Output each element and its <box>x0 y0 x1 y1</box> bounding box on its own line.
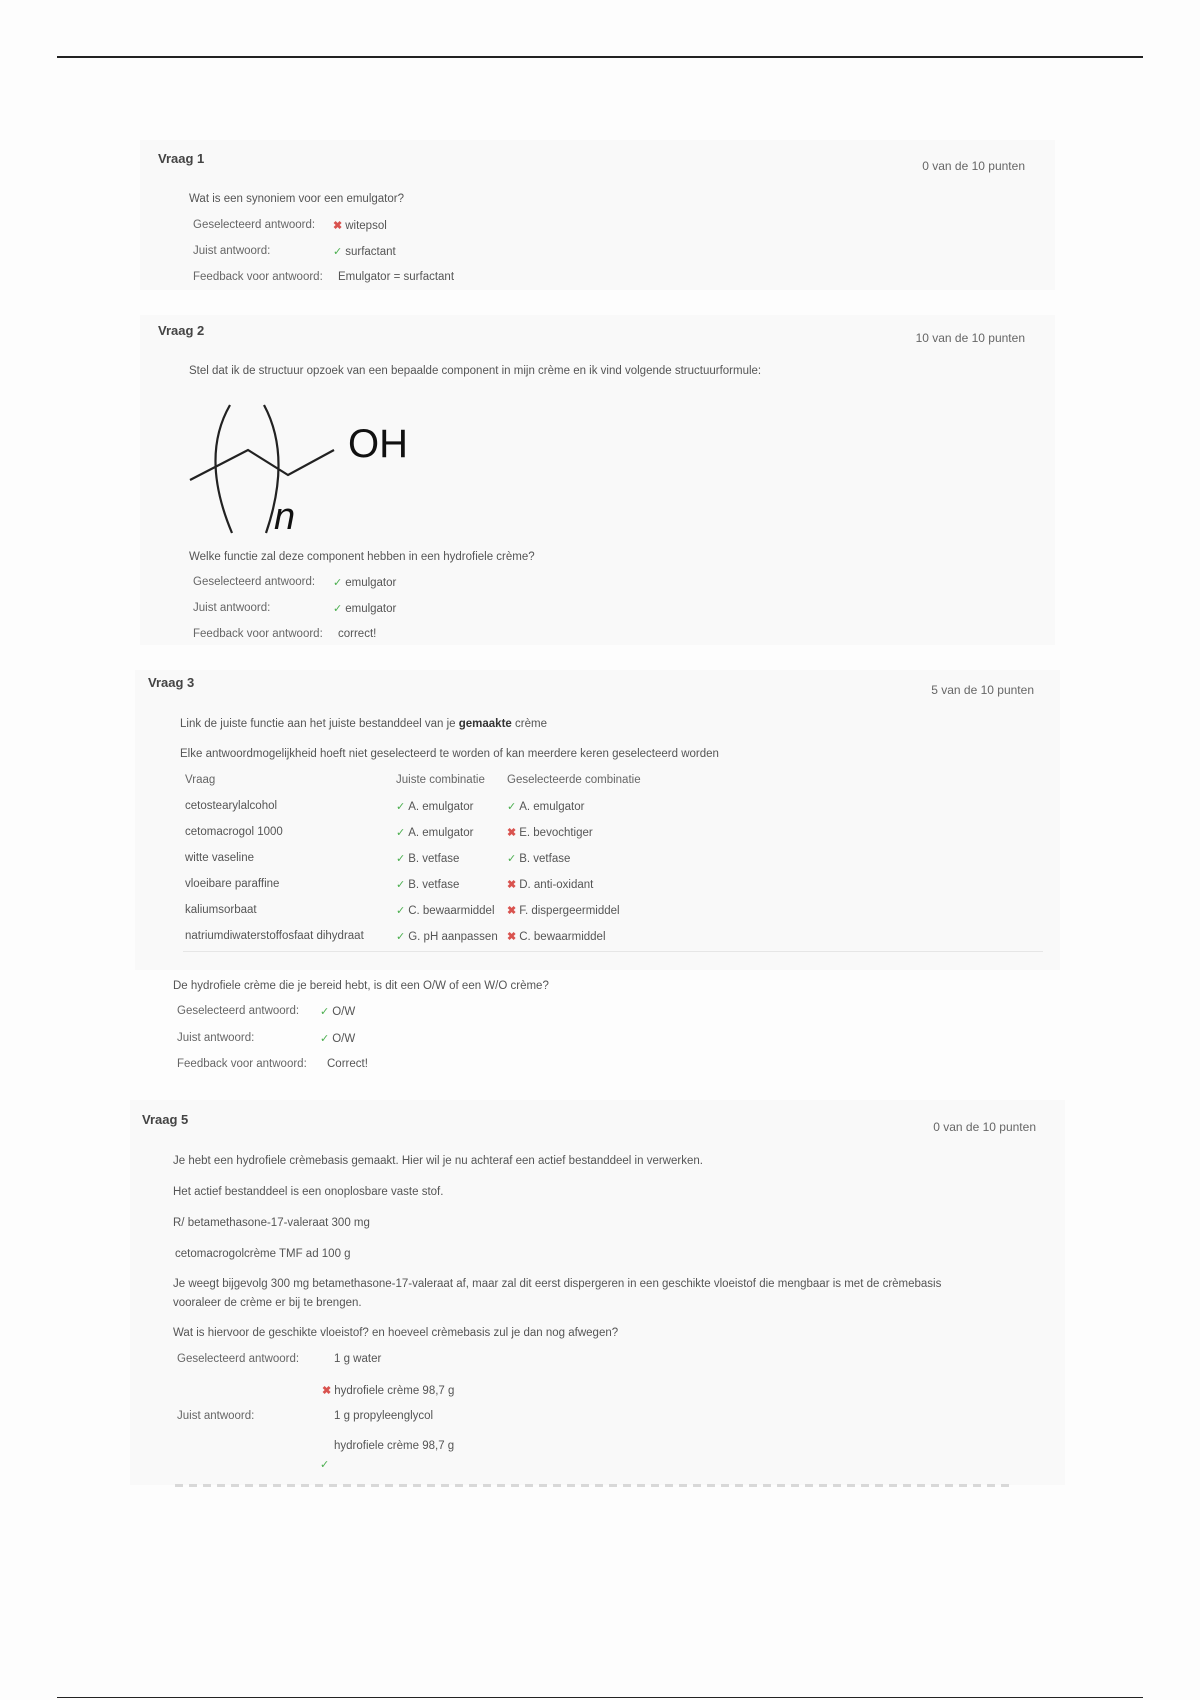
selected-answer-label: Geselecteerd antwoord: <box>193 219 316 231</box>
check-icon: ✓ <box>507 801 517 813</box>
check-icon: ✓ <box>320 1459 330 1471</box>
intro-text: Link de juiste functie aan het juiste bestanddeel van je <box>180 718 459 730</box>
selected-answer <box>333 576 396 589</box>
table-row-item: witte vaseline <box>185 852 255 864</box>
check-icon: ✓ <box>333 246 343 258</box>
question-1-points: 0 van de 10 punten <box>922 159 1025 173</box>
question-4-text: De hydrofiele crème die je bereid hebt, is dit een O/W of een W/O crème? <box>173 980 549 992</box>
correct-combination: G. pH aanpassen <box>408 931 498 943</box>
selected-answer-2 <box>322 1384 454 1397</box>
table-row-correct <box>396 800 473 813</box>
correct-answer-value: surfactant <box>345 246 396 258</box>
check-icon: ✓ <box>396 827 406 839</box>
question-3-intro <box>180 718 547 730</box>
question-5-line-1: Je hebt een hydrofiele crèmebasis gemaakt. Hier wil je nu achteraf een actief bestanddeel in verwerken. <box>173 1155 703 1167</box>
table-row-correct <box>396 852 459 865</box>
correct-answer-label: Juist antwoord: <box>193 602 271 614</box>
feedback-label: Feedback voor antwoord: <box>177 1058 307 1070</box>
question-1-panel <box>140 140 1055 290</box>
correct-answer-check <box>320 1458 332 1471</box>
feedback-label: Feedback voor antwoord: <box>193 271 323 283</box>
prescription-base: cetomacrogolcrème TMF ad 100 g <box>175 1248 351 1260</box>
question-5-line-2: Het actief bestanddeel is een onoplosbare vaste stof. <box>173 1186 444 1198</box>
selected-answer-value: witepsol <box>345 220 387 232</box>
feedback-value: Correct! <box>327 1058 368 1070</box>
correct-combination: A. emulgator <box>408 827 474 839</box>
correct-combination: B. vetfase <box>408 879 460 891</box>
incorrect-icon: ✖ <box>507 827 517 839</box>
selected-answer <box>333 219 387 232</box>
table-row-selected <box>507 930 606 943</box>
selected-answer-value: O/W <box>332 1006 356 1018</box>
selected-combination: F. dispergeermiddel <box>519 905 620 917</box>
selected-combination: E. bevochtiger <box>519 827 593 839</box>
intro-text-end: crème <box>511 718 547 730</box>
correct-answer-label: Juist antwoord: <box>193 245 271 257</box>
correct-combination: C. bewaarmiddel <box>408 905 495 917</box>
table-row-selected <box>507 826 593 839</box>
correct-answer <box>333 602 396 615</box>
correct-answer-value: O/W <box>332 1033 356 1045</box>
table-row-selected <box>507 878 593 891</box>
correct-answer-label: Juist antwoord: <box>177 1032 255 1044</box>
feedback-value: correct! <box>338 628 377 640</box>
question-3-title: Vraag 3 <box>148 675 195 690</box>
selected-combination: D. anti-oxidant <box>519 879 594 891</box>
selected-answer-value: emulgator <box>345 577 397 589</box>
correct-answer-value: emulgator <box>345 603 397 615</box>
selected-combination: B. vetfase <box>519 853 571 865</box>
table-row-correct <box>396 930 498 943</box>
n-subscript: n <box>274 496 296 538</box>
question-1-text: Wat is een synoniem voor een emulgator? <box>189 193 404 205</box>
check-icon: ✓ <box>507 853 517 865</box>
table-row-selected <box>507 904 620 917</box>
top-rule <box>57 56 1143 58</box>
question-5-points: 0 van de 10 punten <box>933 1120 1036 1134</box>
question-2-title: Vraag 2 <box>158 323 205 338</box>
question-5-title: Vraag 5 <box>142 1112 189 1127</box>
selected-answer-label: Geselecteerd antwoord: <box>177 1005 300 1017</box>
incorrect-icon: ✖ <box>507 905 517 917</box>
check-icon: ✓ <box>396 801 406 813</box>
question-3-panel <box>135 670 1060 970</box>
check-icon: ✓ <box>396 931 406 943</box>
correct-answer <box>333 245 396 258</box>
question-2-intro: Stel dat ik de structuur opzoek van een bepaalde component in mijn crème en ik vind volgende structuurformule: <box>189 365 762 377</box>
feedback-label: Feedback voor antwoord: <box>193 628 323 640</box>
table-row-item: cetomacrogol 1000 <box>185 826 283 838</box>
table-row-selected <box>507 800 584 813</box>
cut-off-feedback-line <box>175 1484 1015 1487</box>
table-row-correct <box>396 904 495 917</box>
selected-combination: C. bewaarmiddel <box>519 931 606 943</box>
question-3-note: Elke antwoordmogelijkheid hoeft niet geselecteerd te worden of kan meerdere keren geselecteerd worden <box>180 748 719 760</box>
check-icon: ✓ <box>333 577 343 589</box>
structural-formula <box>180 395 420 540</box>
table-row-item: natriumdiwaterstoffosfaat dihydraat <box>185 930 364 942</box>
table-row-item: vloeibare paraffine <box>185 878 280 890</box>
oh-label: OH <box>348 422 408 466</box>
prescription-line: R/ betamethasone-17-valeraat 300 mg <box>173 1217 370 1229</box>
question-5-text: Wat is hiervoor de geschikte vloeistof? en hoeveel crèmebasis zul je dan nog afwegen? <box>173 1327 619 1339</box>
feedback-value: Emulgator = surfactant <box>338 271 455 283</box>
question-3-points: 5 van de 10 punten <box>931 683 1034 697</box>
selected-answer-1: 1 g water <box>334 1353 382 1365</box>
table-header-vraag: Vraag <box>185 774 216 786</box>
table-divider <box>183 951 1043 952</box>
table-row-selected <box>507 852 570 865</box>
incorrect-icon: ✖ <box>333 220 343 232</box>
intro-bold: gemaakte <box>458 718 512 730</box>
selected-combination: A. emulgator <box>519 801 585 813</box>
question-5-line-5a: Je weegt bijgevolg 300 mg betamethasone-17-valeraat af, maar zal dit eerst dispergeren in een geschikte vloeistof die mengbaar is met de crèmebasis <box>173 1278 942 1290</box>
correct-answer <box>320 1032 355 1045</box>
check-icon: ✓ <box>396 905 406 917</box>
question-5-line-5b: vooraleer de crème er bij te brengen. <box>173 1297 362 1309</box>
selected-answer <box>320 1005 355 1018</box>
table-row-item: kaliumsorbaat <box>185 904 257 916</box>
incorrect-icon: ✖ <box>507 879 517 891</box>
correct-answer-2: hydrofiele crème 98,7 g <box>334 1440 455 1452</box>
question-2-points: 10 van de 10 punten <box>915 331 1025 345</box>
check-icon: ✓ <box>396 853 406 865</box>
correct-combination: B. vetfase <box>408 853 460 865</box>
question-2-text: Welke functie zal deze component hebben in een hydrofiele crème? <box>189 551 535 563</box>
table-row-correct <box>396 878 459 891</box>
check-icon: ✓ <box>320 1006 330 1018</box>
incorrect-icon: ✖ <box>322 1385 332 1397</box>
selected-answer-label: Geselecteerd antwoord: <box>177 1353 300 1365</box>
question-1-title: Vraag 1 <box>158 151 205 166</box>
correct-answer-1: 1 g propyleenglycol <box>334 1410 434 1422</box>
selected-answer-label: Geselecteerd antwoord: <box>193 576 316 588</box>
correct-combination: A. emulgator <box>408 801 474 813</box>
check-icon: ✓ <box>396 879 406 891</box>
bottom-rule <box>57 1697 1143 1698</box>
incorrect-icon: ✖ <box>507 931 517 943</box>
selected-answer-value: hydrofiele crème 98,7 g <box>334 1385 455 1397</box>
table-header-selected: Geselecteerde combinatie <box>507 774 641 786</box>
check-icon: ✓ <box>320 1033 330 1045</box>
table-row-correct <box>396 826 473 839</box>
check-icon: ✓ <box>333 603 343 615</box>
table-header-correct: Juiste combinatie <box>396 774 485 786</box>
table-row-item: cetostearylalcohol <box>185 800 278 812</box>
correct-answer-label: Juist antwoord: <box>177 1410 255 1422</box>
